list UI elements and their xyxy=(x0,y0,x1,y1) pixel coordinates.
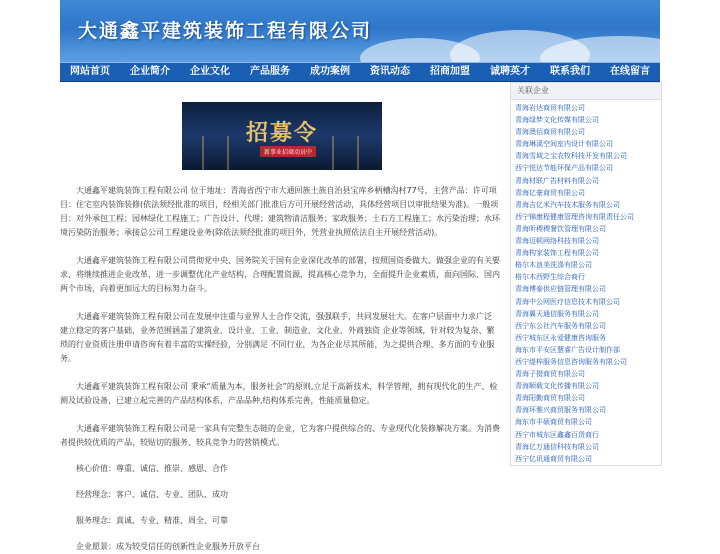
company-vision: 企业愿景：成为较受信任的创新性企业服务开放平台 xyxy=(76,542,260,551)
related-company-link[interactable]: 青海子掇商贸有限公司 xyxy=(515,370,585,379)
nav-cases[interactable]: 成功案例 xyxy=(310,66,350,77)
intro-paragraph: 大通鑫平建筑装饰工程有限公司 位于地址：青海省西宁市大通回族土族自治县宝库乡柄槽沟村77号，主营产品：许可项目：住宅室内装饰装修(依法须经批准的项目，经相关部门批准后方可开展经营活动，具体经营项目以审批结果为准)。一般项目：对外承包工程；园林绿化工程施工；广告设计、代理；建筑物清洁服务；家政服务；土石方工程施工；水污染治理；水环境污染防治服务；承接总公司工程建设业务(除依法须经批准的项目外，凭营业执照依法自主开展经营活动)。 xyxy=(60,186,500,237)
related-company-link[interactable]: 海东市平安区慧睿广告设计制作部 xyxy=(515,345,620,354)
nav-products[interactable]: 产品服务 xyxy=(250,66,290,77)
related-company-link[interactable]: 青海昕稷稷餐饮管理有限公司 xyxy=(515,224,606,233)
related-company-link[interactable]: 青海雪域之宝农牧科技开发有限公司 xyxy=(515,152,627,161)
related-company-link[interactable]: 青海澳佰商贸有限公司 xyxy=(515,128,585,137)
business-philosophy: 经营理念：客户、诚信、专业、团队、成功 xyxy=(76,490,228,499)
header-banner xyxy=(60,0,660,62)
related-company-link[interactable]: 青海亿万通信科技有限公司 xyxy=(515,442,599,451)
quality-paragraph: 大通鑫平建筑装饰工程有限公司 秉承“质量为本，服务社会”的原则,立足于高新技术，科学管理，拥有现代化的生产、检测及试验设备，已建立起完善的产品结构体系，产品品种,结构体系完善，性能质量稳定。 xyxy=(60,382,498,405)
related-company-link[interactable]: 格尔木浪美洗涤有限公司 xyxy=(515,261,592,270)
related-company-link[interactable]: 青海博泰供应链管理有限公司 xyxy=(515,285,606,294)
related-company-link[interactable]: 青海琳溪空间室内设计有限公司 xyxy=(515,140,613,149)
reform-paragraph: 大通鑫平建筑装饰工程有限公司贯彻党中央、国务院关于国有企业深化改革的部署，按照国资委做大、做强企业的有关要求，将继续推进企业改革，进一步调整优化产业结构，合理配置资源，提高核心竞争力，全面提升企业素质，面向国际、国内两个市场，向着更加远大的目标努力奋斗。 xyxy=(60,256,500,293)
related-company-link[interactable]: 青海环雅兴商贸服务有限公司 xyxy=(515,406,606,415)
nav-jobs[interactable]: 诚聘英才 xyxy=(490,66,530,77)
related-company-link[interactable]: 格尔木西野生综合商行 xyxy=(515,273,585,282)
nav-franchise[interactable]: 招商加盟 xyxy=(430,66,470,77)
related-company-link[interactable]: 青海亿豪商贸有限公司 xyxy=(515,188,585,197)
related-company-link[interactable]: 青海顺载文化传播有限公司 xyxy=(515,382,599,391)
related-company-link[interactable]: 青海绿梦文化传媒有限公司 xyxy=(515,116,599,125)
light-ray xyxy=(227,136,229,170)
related-company-link[interactable]: 西宁市城东区鑫鑫百货商行 xyxy=(515,430,599,439)
related-company-link[interactable]: 青海吉亿米汽车技术服务有限公司 xyxy=(515,200,620,209)
related-company-link[interactable]: 西宁亿讯通商贸有限公司 xyxy=(515,454,592,463)
related-company-link[interactable]: 青海翼天通信服务有限公司 xyxy=(515,309,599,318)
page xyxy=(60,0,660,551)
light-ray xyxy=(357,136,359,170)
nav-message[interactable]: 在线留言 xyxy=(610,66,650,77)
related-companies-panel xyxy=(510,82,662,466)
ecosystem-paragraph: 大通鑫平建筑装饰工程有限公司是一家具有完整生态链的企业，它为客户提供综合的、专业现代化装修解决方案。为消费者提供较优质的产品、较贴切的服务、较具竞争力的营销模式。 xyxy=(60,424,500,447)
related-company-link[interactable]: 青海阳勤商贸有限公司 xyxy=(515,394,585,403)
related-company-link[interactable]: 海东市丰硕商贸有限公司 xyxy=(515,418,592,427)
nav-home[interactable]: 网站首页 xyxy=(70,66,110,77)
related-companies-list xyxy=(511,100,661,465)
related-company-link[interactable]: 青海材联广告材料有限公司 xyxy=(515,176,599,185)
light-ray xyxy=(202,136,204,170)
main-nav xyxy=(60,62,660,82)
related-company-link[interactable]: 青海构家装饰工程有限公司 xyxy=(515,249,599,258)
related-company-link[interactable]: 西宁锦康程健康管理咨询有限责任公司 xyxy=(515,212,634,221)
main-content xyxy=(60,82,500,554)
nav-news[interactable]: 资讯动态 xyxy=(370,66,410,77)
nav-culture[interactable]: 企业文化 xyxy=(190,66,230,77)
promo-subtitle: 新事业招商动员中 xyxy=(260,146,316,157)
related-company-link[interactable]: 青海中公网医疗信息技术有限公司 xyxy=(515,297,620,306)
site-title: 大通鑫平建筑装饰工程有限公司 xyxy=(78,20,373,42)
related-company-link[interactable]: 青海岩达商贸有限公司 xyxy=(515,104,585,112)
sidebar-heading: 关联企业 xyxy=(511,83,661,100)
related-company-link[interactable]: 青海迈顿网络科技有限公司 xyxy=(515,237,599,246)
nav-about[interactable]: 企业简介 xyxy=(130,66,170,77)
related-company-link[interactable]: 西宁城东区永爱健康咨询服务 xyxy=(515,333,606,342)
service-philosophy: 服务理念：真诚、专业、精准、周全、可靠 xyxy=(76,516,228,525)
promo-title: 招募令 xyxy=(246,120,319,146)
related-company-link[interactable]: 西宁缇梓服务信息咨询服务有限公司 xyxy=(515,357,627,366)
light-ray xyxy=(332,136,334,170)
related-company-link[interactable]: 西宁悦达节能环保产品有限公司 xyxy=(515,164,613,173)
nav-contact[interactable]: 联系我们 xyxy=(550,66,590,77)
core-values: 核心价值：尊重、诚信、推崇、感恩、合作 xyxy=(76,464,228,473)
promo-banner[interactable] xyxy=(182,102,382,170)
cooperation-paragraph: 大通鑫平建筑装饰工程有限公司在发展中注重与业界人士合作交流，强强联手，共同发展壮大。在客户层面中力求广泛 建立稳定的客户基础，业务范围涵盖了建筑业、设计业、工业、制造业、文化业、外商独资 企业等领域，针对较为复杂、繁琐的行业资质注册申请咨询有着丰富的实操经验，分别满足 不同行业，为各企业尽其所能，为之提供合理、多方面的专业服务。 xyxy=(60,312,495,363)
related-company-link[interactable]: 西宁东公社汽车服务有限公司 xyxy=(515,321,606,330)
